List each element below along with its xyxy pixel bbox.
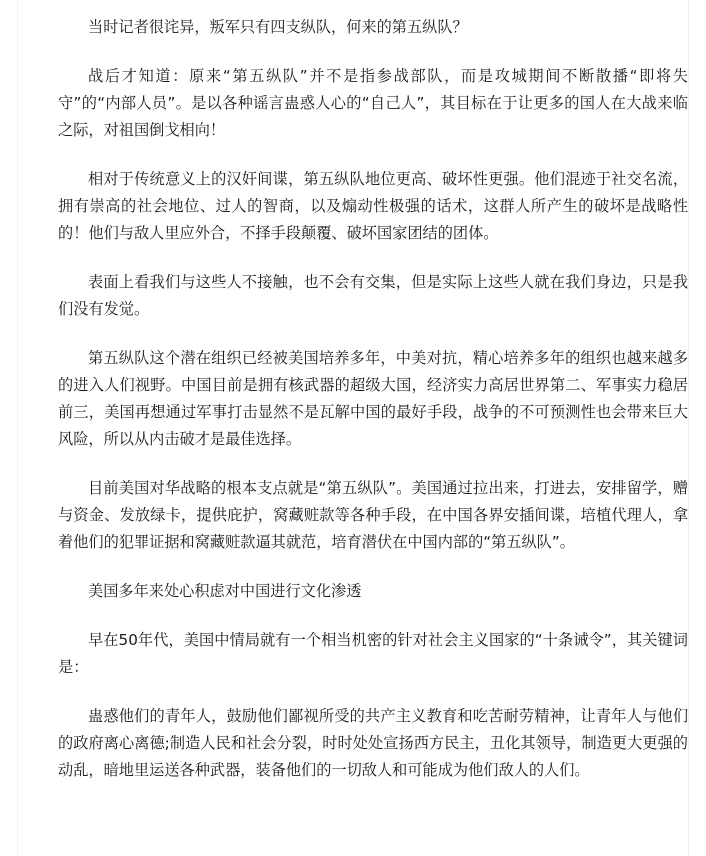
paragraph: 当时记者很诧异，叛军只有四支纵队，何来的第五纵队？ bbox=[88, 18, 468, 36]
paragraph: 表面上看我们与这些人不接触，也不会有交集，但是实际上这些人就在我们身边，只是我们没有发觉。 bbox=[58, 273, 688, 318]
paragraph: 早在50年代，美国中情局就有一个相当机密的针对社会主义国家的“十条诫令”，其关键词是： bbox=[58, 631, 688, 676]
paragraph: 相对于传统意义上的汉奸间谍，第五纵队地位更高、破坏性更强。他们混迹于社交名流，拥有崇高的社会地位、过人的智商，以及煽动性极强的话术，这群人所产生的破坏是战略性的！他们与敌人里应外合，不择手段颠覆、破坏国家团结的团体。 bbox=[58, 170, 688, 242]
page-frame bbox=[18, 0, 688, 856]
article-body bbox=[58, 14, 688, 806]
paragraph: 蛊惑他们的青年人，鼓励他们鄙视所受的共产主义教育和吃苦耐劳精神，让青年人与他们的政府离心离德;制造人民和社会分裂，时时处处宣扬西方民主，丑化其领导，制造更大更强的动乱，暗地里运送各种武器，装备他们的一切敌人和可能成为他们敌人的人们。 bbox=[58, 707, 688, 779]
paragraph: 战后才知道：原来“第五纵队”并不是指参战部队，而是攻城期间不断散播“即将失守”的“内部人员”。是以各种谣言蛊惑人心的“自己人”，其目标在于让更多的国人在大战来临之际，对祖国倒戈相向！ bbox=[58, 67, 688, 139]
section-heading: 美国多年来处心积虑对中国进行文化渗透 bbox=[88, 582, 362, 600]
paragraph: 第五纵队这个潜在组织已经被美国培养多年，中美对抗，精心培养多年的组织也越来越多的进入人们视野。中国目前是拥有核武器的超级大国，经济实力高居世界第二、军事实力稳居前三，美国再想通过军事打击显然不是瓦解中国的最好手段，战争的不可预测性也会带来巨大风险，所以从内击破才是最佳选择。 bbox=[58, 349, 688, 448]
paragraph: 目前美国对华战略的根本支点就是“第五纵队”。美国通过拉出来，打进去，安排留学，赠与资金、发放绿卡，提供庇护，窝藏赃款等各种手段，在中国各界安插间谍，培植代理人，拿着他们的犯罪证据和窝藏赃款逼其就范，培育潜伏在中国内部的“第五纵队”。 bbox=[58, 479, 688, 551]
